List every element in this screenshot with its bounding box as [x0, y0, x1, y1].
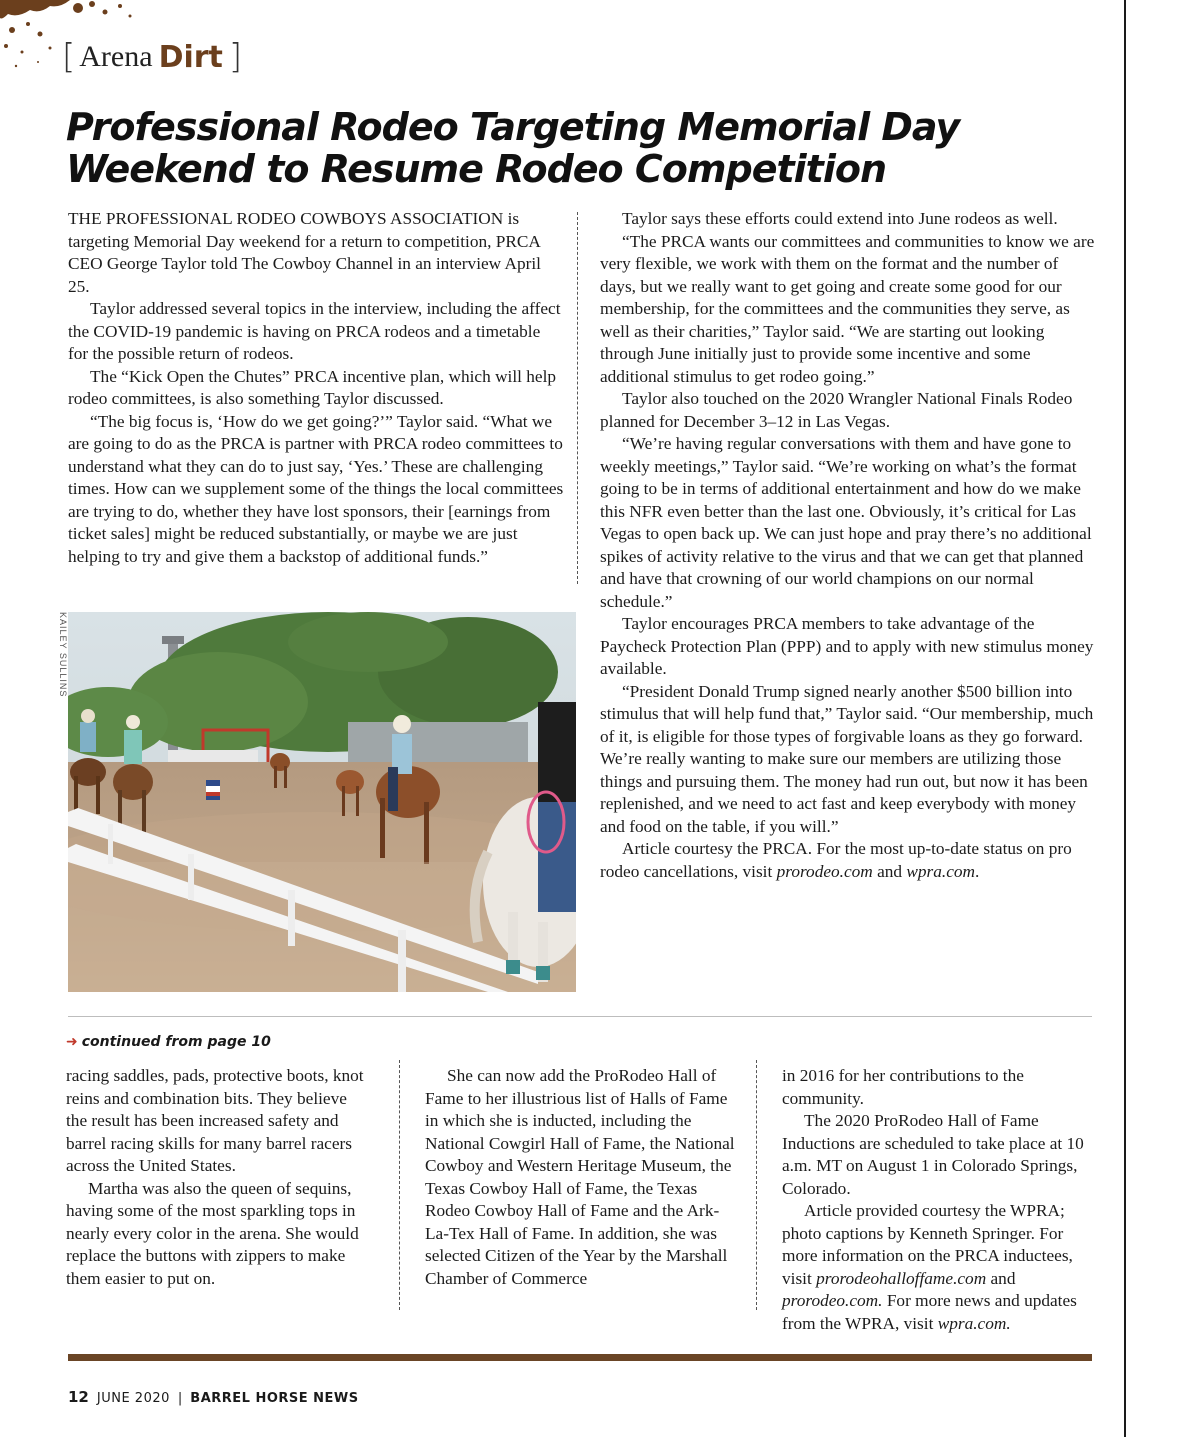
headline-line-2: Weekend to Resume Rodeo Competition [66, 147, 886, 191]
article-paragraph: racing saddles, pads, protective boots, knot reins and combination bits. They believe the result has been increased safety and barrel racing skills for many barrel racers across the United States. [66, 1066, 364, 1175]
halloffame-link[interactable]: prorodeohalloffame.com [816, 1268, 987, 1288]
article-paragraph: THE PROFESSIONAL RODEO COWBOYS ASSOCIATION is targeting Memorial Day weekend for a return to competition, PRCA CEO George Taylor told The Cowboy Channel in an interview April 25. [68, 209, 541, 296]
article-paragraph: “The PRCA wants our committees and communities to know we are very flexible, we work with them on the format and the number of days, but we really want to get going and create some good for our membership, for the committees and the communities they serve, as well as their charities,” Taylor said. “We are starting out looking through June initially just to provide some incentive and some additional stimulus to get rodeo going.” [600, 231, 1095, 386]
article-column-left [68, 208, 564, 568]
wpra-link[interactable]: wpra.com [906, 861, 976, 881]
courtesy-end: . [975, 861, 980, 881]
article-paragraph: Taylor addressed several topics in the interview, including the affect the COVID-19 pandemic is having on PRCA rodeos and a timetable for the possible return of rodeos. [68, 299, 561, 363]
article-paragraph: The “Kick Open the Chutes” PRCA incentive plan, which will help rodeo committees, is also something Taylor discussed. [68, 366, 557, 408]
continued-from-label [66, 1034, 271, 1050]
footer-separator: | [177, 1391, 183, 1406]
article-paragraph: She can now add the ProRodeo Hall of Fame to her illustrious list of Halls of Fame in which she is inducted, including the National Cowgirl Hall of Fame, the National Cowboy and Western Heritage Museum, the Texas Cowboy Hall of Fame, the Texas Rodeo Cowboy Hall of Fame and the Ark-La-Tex Hall of Fame. In addition, she was selected Citizen of the Year by the Marshall Chamber of Commerce [425, 1066, 735, 1288]
continued-text: continued from page 10 [81, 1034, 271, 1050]
section-bracket-close: ] [228, 37, 243, 77]
article-paragraph: Taylor also touched on the 2020 Wrangler National Finals Rodeo planned for December 3–12 in Las Vegas. [600, 389, 1073, 431]
page-edge-rule [1124, 0, 1126, 1437]
article-paragraph: “The big focus is, ‘How do we get going?’” Taylor said. “What we are going to do as the PRCA is partner with PRCA rodeo committees to understand what they can do to just say, ‘Yes.’ These are challenging times. How can we supplement some of the things the local committees are trying to do, whether they have lost sponsors, their [earnings from ticket sales] might be reduced substantially, or maybe we are just helping to try and give them a backstop of additional funds.” [68, 411, 564, 566]
section-separator [68, 1016, 1092, 1017]
magazine-name: BARREL HORSE NEWS [190, 1391, 359, 1406]
column-divider [399, 1060, 400, 1310]
section-word-dirt: Dirt [158, 39, 223, 75]
article-headline [66, 106, 966, 190]
photo-credit: KAILEY SULLINS [58, 612, 68, 698]
continued-column-3 [782, 1065, 1094, 1335]
article-paragraph: Taylor encourages PRCA members to take advantage of the Paycheck Protection Plan (PPP) and to apply with new stimulus money available. [600, 614, 1094, 678]
wpra-link[interactable]: wpra.com. [937, 1313, 1011, 1333]
article-paragraph [782, 1200, 1094, 1335]
prorodeo-link[interactable]: prorodeo.com. [782, 1291, 883, 1310]
column-divider [756, 1060, 757, 1310]
article-paragraph: The 2020 ProRodeo Hall of Fame Inductions are scheduled to take place at 10 a.m. MT on August 1 in Colorado Springs, Colorado. [782, 1111, 1084, 1198]
continued-column-2 [425, 1065, 735, 1290]
article-courtesy-paragraph [600, 838, 1096, 883]
section-bracket-open: [ [62, 37, 76, 77]
page-number: 12 [68, 1388, 89, 1406]
rodeo-arena-photo [68, 612, 576, 992]
article-paragraph: “We’re having regular conversations with them and have gone to weekly meetings,” Taylor said. “We’re working on what’s the format going to be in terms of additional entertainment and how do we make this NFR even better than the last one. Obviously, it’s critical for Las Vegas to open back up. We can just hope and pray there’s no additional spikes of activity relative to the virus and that we can get that planned and have that crowning of our world champions on our normal schedule.” [600, 434, 1092, 611]
courtesy-text: Article courtesy the PRCA. For the most up-to-date status on pro rodeo cancellations, visit [600, 839, 1072, 881]
wpra-courtesy-text: Article provided courtesy the WPRA; photo captions by Kenneth Springer. For more information on the PRCA inductees, visit [782, 1201, 1073, 1288]
article-paragraph: in 2016 for her contributions to the community. [782, 1066, 1024, 1108]
wpra-courtesy-and: and [990, 1268, 1016, 1288]
section-tag [62, 36, 242, 78]
column-divider [577, 212, 578, 584]
section-word-arena: Arena [79, 40, 153, 73]
footer-bar [68, 1354, 1092, 1361]
article-paragraph: Taylor says these efforts could extend into June rodeos as well. [622, 209, 1058, 228]
article-column-right [600, 208, 1096, 883]
continued-column-1 [66, 1065, 372, 1290]
prorodeo-link[interactable]: prorodeo.com [776, 861, 873, 881]
arrow-right-icon: ➜ [66, 1034, 78, 1050]
page-footer [68, 1388, 359, 1406]
issue-date: JUNE 2020 [96, 1391, 170, 1406]
article-paragraph: Martha was also the queen of sequins, having some of the most sparkling tops in nearly every color in the arena. She would replace the buttons with zippers to make them easier to put on. [66, 1178, 359, 1288]
courtesy-and: and [877, 861, 903, 881]
wpra-courtesy-more: For more news and updates from the WPRA, visit [782, 1291, 1077, 1333]
headline-line-1: Professional Rodeo Targeting Memorial Day [66, 105, 960, 149]
article-paragraph: “President Donald Trump signed nearly another $500 billion into stimulus that will help fund that,” Taylor said. “Our membership, much of it, is eligible for those types of forgivable loans as they go forward. We’re really wanting to make sure our members are utilizing those things and pursuing them. The money had run out, but now it has been replenished, and we need to act fast and keep everybody with money and food on the table, if you will.” [600, 681, 1094, 836]
